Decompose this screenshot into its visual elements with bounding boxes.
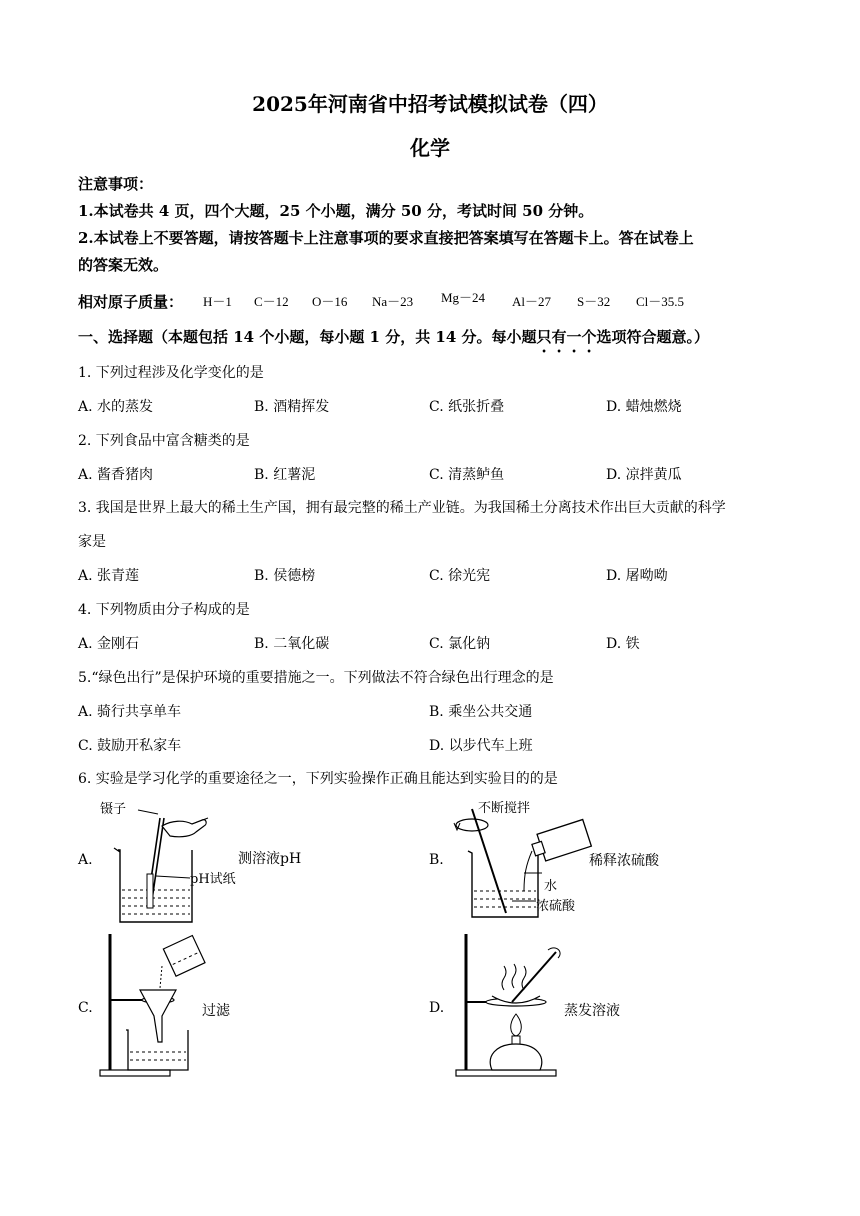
caption-measure-ph: 测溶液pH [238, 851, 302, 867]
question-6-stem: 6. 实验是学习化学的重要途径之一，下列实验操作正确且能达到实验目的的是 [78, 771, 558, 787]
q2-option-b: B. 红薯泥 [254, 467, 316, 483]
label-water: 水 [544, 879, 558, 894]
q2-option-a: A. 酱香猪肉 [78, 467, 154, 483]
notice-heading: 注意事项： [78, 175, 154, 193]
q6-option-c: C. [78, 1000, 93, 1016]
section-1-heading: 一、选择题（本题包括 14 个小题，每小题 1 分，共 14 分。每小题只有一个选项符合题意。） [78, 328, 710, 346]
q3-option-a: A. 张青莲 [78, 568, 140, 584]
atomic-mass-h: H－1 [203, 294, 232, 309]
q4-option-b: B. 二氧化碳 [254, 636, 330, 652]
q2-option-c: C. 清蒸鲈鱼 [429, 467, 505, 483]
q2-option-d: D. 凉拌黄瓜 [606, 467, 682, 483]
notice-item-1: 1.本试卷共 4 页，四个大题，25 个小题，满分 50 分，考试时间 50 分钟。 [78, 202, 594, 220]
q3-option-b: B. 侯德榜 [254, 568, 316, 584]
question-5-stem: 5.“绿色出行”是保护环境的重要措施之一。下列做法不符合绿色出行理念的是 [78, 670, 554, 686]
atomic-mass-al: Al－27 [512, 294, 552, 309]
atomic-mass-mg: Mg－24 [441, 290, 486, 305]
question-3-stem-line-1: 3. 我国是世界上最大的稀土生产国，拥有最完整的稀土产业链。为我国稀土分离技术作出巨大贡献的科学 [78, 500, 726, 516]
q1-option-a: A. 水的蒸发 [78, 399, 154, 415]
label-ph-paper: pH试纸 [190, 872, 236, 887]
atomic-mass-s: S－32 [577, 294, 611, 309]
question-1-stem: 1. 下列过程涉及化学变化的是 [78, 365, 264, 381]
q4-option-c: C. 氯化钠 [429, 636, 491, 652]
q3-option-d: D. 屠呦呦 [606, 568, 668, 584]
atomic-mass-cl: Cl－35.5 [636, 294, 685, 309]
q1-option-b: B. 酒精挥发 [254, 399, 330, 415]
q1-option-d: D. 蜡烛燃烧 [606, 399, 682, 415]
q6-option-d: D. [429, 1000, 445, 1016]
figure-b-dilute-acid [448, 795, 688, 925]
q5-option-b: B. 乘坐公共交通 [429, 704, 533, 720]
atomic-mass-label: 相对原子质量： [78, 293, 184, 311]
q5-option-d: D. 以步代车上班 [429, 738, 533, 754]
caption-dilute-acid: 稀释浓硫酸 [589, 853, 659, 869]
label-concentrated-acid: 浓硫酸 [536, 899, 576, 914]
figure-c-filtration [96, 930, 256, 1080]
atomic-mass-o: O－16 [312, 294, 348, 309]
figure-d-evaporation [452, 930, 652, 1080]
figure-a-ph-test [100, 790, 320, 930]
q1-option-c: C. 纸张折叠 [429, 399, 505, 415]
figure-c-drawing [96, 930, 256, 1080]
q5-option-c: C. 鼓励开私家车 [78, 738, 182, 754]
notice-item-2-line-2: 的答案无效。 [78, 256, 169, 274]
caption-evaporation: 蒸发溶液 [564, 1003, 620, 1019]
question-4-stem: 4. 下列物质由分子构成的是 [78, 602, 250, 618]
q6-option-a: A. [78, 852, 93, 868]
notice-item-2-line-1: 2.本试卷上不要答题，请按答题卡上注意事项的要求直接把答案填写在答题卡上。答在试卷上 [78, 229, 694, 247]
emphasis-only-one: 只有一个 [536, 328, 597, 346]
exam-title: 2025年河南省中招考试模拟试卷（四） [252, 92, 608, 116]
q4-option-d: D. 铁 [606, 636, 640, 652]
atomic-mass-c: C－12 [254, 294, 289, 309]
q4-option-a: A. 金刚石 [78, 636, 140, 652]
q6-option-b: B. [429, 852, 444, 868]
q5-option-a: A. 骑行共享单车 [78, 704, 182, 720]
atomic-mass-na: Na－23 [372, 294, 414, 309]
label-tweezers: 镊子 [100, 802, 127, 817]
subject-title: 化学 [410, 136, 450, 160]
question-2-stem: 2. 下列食品中富含糖类的是 [78, 433, 250, 449]
question-3-stem-line-2: 家是 [78, 534, 106, 550]
figure-d-drawing [452, 930, 652, 1080]
label-stir: 不断搅拌 [478, 801, 531, 816]
caption-filtration: 过滤 [202, 1003, 230, 1019]
q3-option-c: C. 徐光宪 [429, 568, 491, 584]
